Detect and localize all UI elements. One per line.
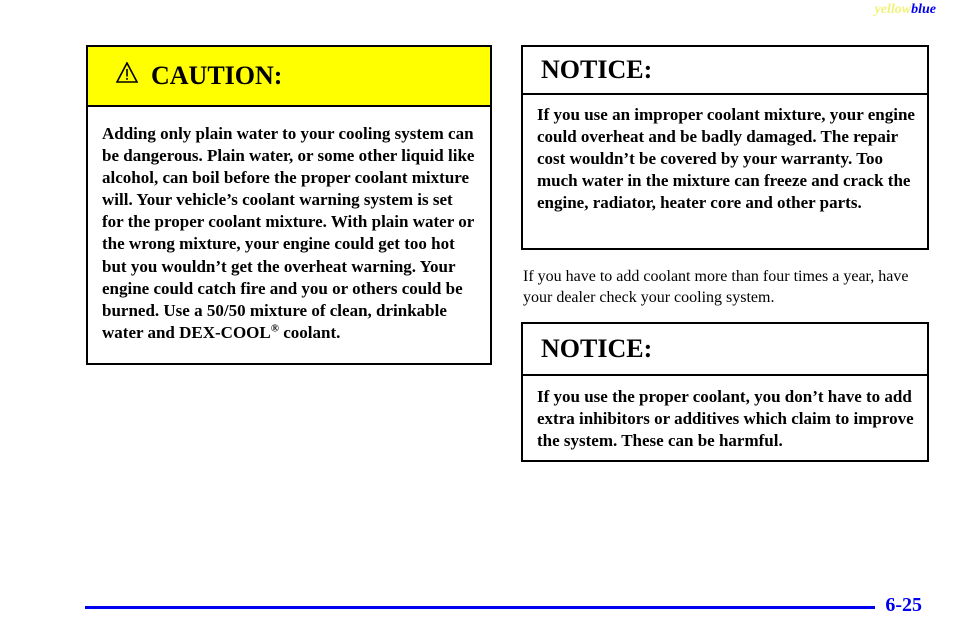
notice-2-title: NOTICE: [541, 334, 653, 363]
notice-box-2 [521, 322, 929, 462]
color-tag-blue: blue [911, 2, 936, 17]
notice-box-1 [521, 45, 929, 250]
caution-header [88, 47, 490, 107]
page-number: 6-25 [885, 594, 922, 616]
caution-text [88, 107, 490, 344]
notice-1-header [523, 47, 927, 95]
color-tag-yellow: yellow [874, 2, 912, 17]
color-tag [875, 2, 936, 18]
coolant-paragraph: If you have to add coolant more than four times a year, have your dealer check your cooling system. [523, 268, 909, 306]
caution-text-end: coolant. [278, 322, 341, 342]
notice-1-text: If you use an improper coolant mixture, your engine could overheat and be badly damaged. The repair cost wouldn’t be covered by your warranty. Too much water in the mixture can freeze and crack the engine, radiator, heater core and other parts. [537, 105, 915, 213]
caution-text-main: Adding only plain water to your cooling system can be dangerous. Plain water, or some other liquid like alcohol, can boil before the proper coolant mixture will. Your vehicle’s coolant warning system is set for the proper coolant mixture. With plain water or the wrong mixture, your engine could get too hot but you wouldn’t get the overheat warning. Your engine could catch fire and you or others could be burned. Use a 50/50 mixture of clean, drinkable water and DEX-COOL [102, 124, 475, 342]
notice-1-title: NOTICE: [541, 55, 653, 84]
warning-triangle-icon [116, 62, 138, 84]
notice-2-text: If you use the proper coolant, you don’t have to add extra inhibitors or additives which claim to improve the system. These can be harmful. [537, 387, 914, 451]
caution-box [86, 45, 492, 365]
caution-title: CAUTION: [151, 61, 283, 90]
notice-2-header [523, 324, 927, 376]
footer-rule [85, 606, 875, 609]
registered-mark: ® [270, 322, 279, 335]
